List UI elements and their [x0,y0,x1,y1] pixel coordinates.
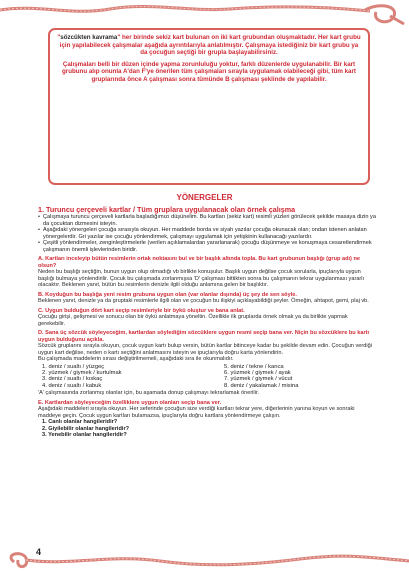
section1-title: 1. Turuncu çerçeveli kartlar / Tüm gruplara uygulanacak olan örnek çalışma [38,205,296,214]
word-group: 4. deniz / sualtı / kabuk [42,382,102,389]
item-a-question: A. Kartları inceleyip bütün resimlerin ortak noktasını bul ve bir başlık altında topla. Bu kart grubunun başlığı (grup adı) ne olsun? [38,256,361,269]
word-group: 5. deniz / tekne / kanca [224,363,284,370]
rope-border-bottom [0,548,409,574]
item-c-question: C. Uygun bulduğun dört kart seçip resimleriyle bir öykü oluştur ve bana anlat. [38,307,245,314]
rope-border-top [0,0,409,28]
intro-box [48,28,370,185]
word-group: 2. yüzmek / giymek / kurtulmak [42,369,122,376]
item-e-body: Aşağıdaki maddeleri sırayla okuyun. Her seferinde çocuğun size verdiği kartları tekrar yere, diğerlerinin yanına koyun ve sonraki maddeye geçin. Çocuk uygun kartları bulamazsa, ipuçlarıyla doğru kartlara yönlendirmeye çalışın. [38,406,355,419]
item-d [38,330,376,397]
item-c-body: Çocuğu girişi, gelişmesi ve sonucu olan bir öykü anlatmaya yöneltin. Özellikle ilk gruplarda örnek olmak ya da birlikte yapmak gerekebilir. [38,314,348,327]
word-group: 7. yüzmek / giymek / vücut [224,376,293,383]
word-group: 8. deniz / yakalamak / misina [224,382,299,389]
intro-paragraph-2: Çalışmaları belli bir düzen içinde yapma zorunluluğu yoktur, farklı düzenlerde uygulanabilir. Bir kart grubunu alıp onunla A'dan F'ye önerilen tüm çalışmaları sırayla uygulamak olabileceği gibi, tüm kart gruplarında önce A çalışması sonra tümünde B çalışması şeklinde de yapılabilir. [62,60,356,83]
bullet-item: • Çalışmaya turuncu çerçeveli kartlarla başladığımızı düşünelim. Bu kartları (sekiz kart) resimli yüzleri görülecek şekilde masaya dizin ya da çocuktan dizmesini isteyin. [38,214,376,227]
word-group-list [42,364,376,390]
item-d-body-1: Sözcük gruplarını sırayla okuyun, çocuk uygun kartı bulup versin, bütün kartlar bitinceye kadar bu şekilde devam edin. Çocuğun verdiği uygun kart değilse, neden o kartı seçtiğini anlatmasını isteyin ve ipuçlarıyla doğru karta yönlendirin. [38,343,372,356]
item-e-sub: 2. Giyilebilir olanlar hangileridir? [42,425,130,432]
yonergeler-title: YÖNERGELER [176,193,233,202]
bullet-item: • Aşağıdaki yönergeleri çocuğa sırasıyla okuyun. Her maddede borda ve siyah yazılar çocuğa okunacak olan; ondan istenen anlatan yönergelerdir. Gri yazılar ise çocuğu yönlendirmek, çalışmayı uygulamak için yetişkinin kullanacağı yazılardır. [38,227,367,240]
word-group: 3. deniz / sualtı / kıskaç [42,376,103,383]
item-d-question: D. Sana üç sözcük söyleyeceğim, kartlardan söylediğim sözcüklere uygun resmi seçip bana ver. Niçin bu sözcüklere bu kartı uygun bulduğunu açıkla. [38,330,370,343]
item-e [38,400,376,439]
item-c [38,308,376,328]
instructions-content [38,206,376,439]
item-b-question: B. Koyduğun bu başlığa yeni resim grubuna uygun olan (var olanlar dışında) üç şey de sen söyle. [38,291,297,298]
item-e-question: E. Kartlardan söyleyeceğim özelliklere uygun olanları seçip bana ver. [38,399,222,406]
item-a [38,256,376,289]
word-group: 6. yüzmek / giymek / ayak [224,369,291,376]
item-d-note: 'A' çalışmasında zorlanmış olanlar için, bu aşamada donup çalışmayı tekrarlamak önerilir. [38,390,260,397]
item-a-body: Neden bu başlığı seçtiğin, bunun uygun olup olmadığı vb birlikte konuşulur. Başlık uygun değilse çocuk sorularla, ipuçlarıyla uygun başlığı bulmaya yönlendirilir. Çocuk bu çalışmada zorlanmışsa 'D' çalışması bittikten sonra bu çalışmanın tekrar uygulanması yararlı olacaktır. Beklenen yanıt, bütün bu resimlerin denizle ilgili olduğu anlamına gelen bir başlıktır. [38,269,365,288]
item-e-sub: 1. Canlı olanlar hangileridir? [42,419,118,426]
bullet-item: • Çeşitli yönlendirmeler, zenginleştirmelerle (verilen açıklamalardan yararlanarak) çocuğu düşünmeye ve konuşmaya cesaretlendirmek çalışmanın önemli işlevlerinden biridir. [38,240,372,253]
section1-bullets [38,214,376,253]
intro-highlight: sözcükten kavrama [60,34,118,41]
item-e-sub: 3. Yenebilir olanlar hangileridir? [42,432,127,439]
intro-paragraph-1: "sözcükten kavrama" her birinde sekiz kart bulunan on iki kart grubundan oluşmaktadır. Her kart grubu için yapılabilecek çalışmalar aşağıda ayrıntılarıyla anlatılmıştır. Çalışmaya istediğiniz bir kart grubu ya da çocuğun seçtiği bir grupla başlayabilirsiniz. [57,34,361,57]
item-b [38,292,376,305]
item-d-body-2: Bu çalışmada maddelerin sırası değiştirilmemeli, aşağıdaki sıra ile okunmalıdır. [38,356,234,362]
item-b-body: Beklenen yanıt, denizle ya da gruptaki resimlerle ilgili olan ve çocuğun bu ilişkiyi açıklayabildiği şeyler. Örneğin, ahtapot, gemi, plaj vb. [38,298,369,304]
word-group: 1. deniz / sualtı / yüzgeç [42,363,105,370]
page-number: 4 [36,547,42,557]
